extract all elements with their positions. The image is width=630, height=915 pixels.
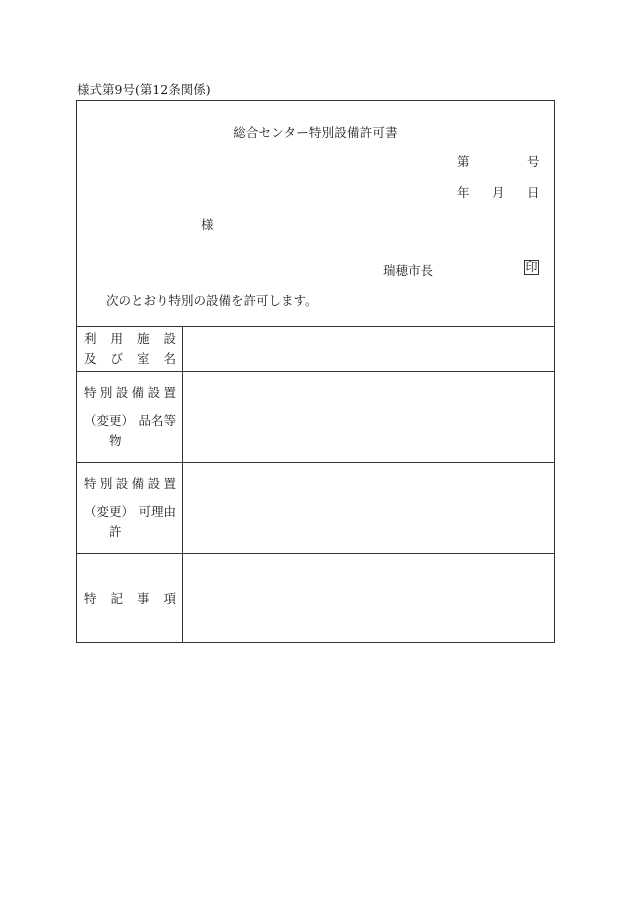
label-line: （変 更）許 可 理 由 <box>84 504 176 539</box>
table-row-notes <box>77 553 554 643</box>
row-label <box>77 327 183 371</box>
facility-value[interactable] <box>183 327 554 371</box>
row-label <box>77 463 183 553</box>
label-line: 利 用 施 設 <box>84 331 176 346</box>
form-table <box>77 326 554 643</box>
notes-value[interactable] <box>183 554 554 643</box>
seal-mark: 印 <box>525 260 538 274</box>
items-value[interactable] <box>183 372 554 462</box>
label-line: 特 記 事 項 <box>84 590 176 606</box>
issuer-title: 瑞穂市長 <box>383 263 434 278</box>
body-text: 次のとおり特別の設備を許可します。 <box>106 293 318 308</box>
permit-form-frame <box>76 100 555 643</box>
document-title: 総合センター特別設備許可書 <box>233 125 398 140</box>
form-number: 様式第9号(第12条関係) <box>77 82 211 97</box>
number-suffix: 号 <box>527 154 540 169</box>
label-line: 及 び 室 名 <box>84 351 176 366</box>
row-label <box>77 372 183 462</box>
date-year: 年 <box>457 185 470 200</box>
label-line: 特 別 設 備 設 置 <box>84 385 176 400</box>
table-row-reason <box>77 462 554 553</box>
row-label <box>77 554 183 643</box>
addressee-suffix: 様 <box>201 217 214 232</box>
label-line: （変 更）物 品 名 等 <box>84 413 176 448</box>
table-row-items <box>77 371 554 462</box>
table-row-facility <box>77 326 554 371</box>
reason-value[interactable] <box>183 463 554 553</box>
date-day: 日 <box>527 185 540 200</box>
date-month: 月 <box>492 185 505 200</box>
label-line: 特 別 設 備 設 置 <box>84 476 176 491</box>
number-prefix: 第 <box>457 154 470 169</box>
